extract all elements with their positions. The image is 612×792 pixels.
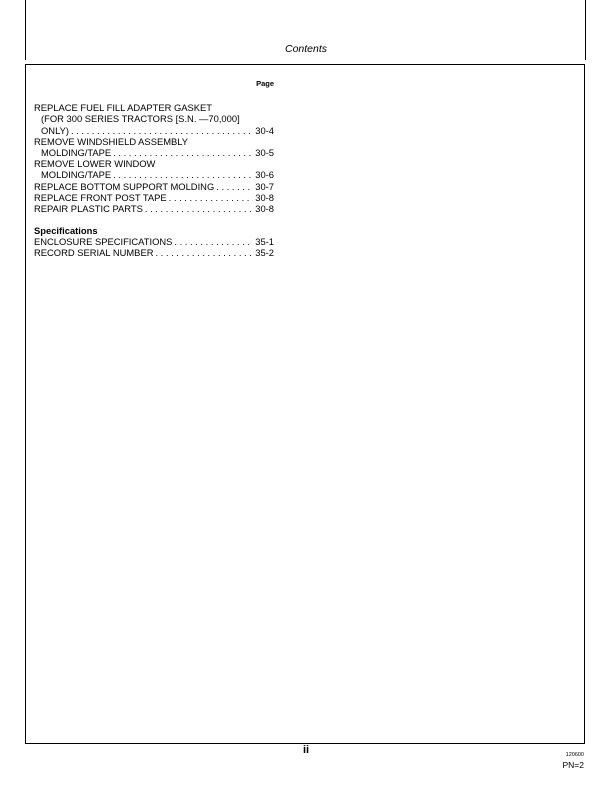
toc-entry	[34, 192, 274, 203]
toc-entry	[34, 236, 274, 247]
toc-entry-text: MOLDING/TAPE	[41, 146, 112, 158]
toc-entry	[34, 147, 274, 158]
toc-entry-text: ENCLOSURE SPECIFICATIONS	[34, 236, 173, 248]
toc-entry-text: ONLY)	[41, 124, 69, 136]
toc-page-number: 30-8	[255, 202, 274, 214]
footer-pn: PN=2	[562, 760, 584, 770]
toc-entry	[34, 169, 274, 180]
page-column-heading: Page	[256, 79, 274, 88]
toc-entry-text: MOLDING/TAPE	[41, 169, 112, 181]
toc-entry	[34, 181, 274, 192]
toc-entry	[34, 125, 274, 136]
dot-leader	[172, 236, 253, 247]
toc-page-number: 35-1	[255, 236, 274, 248]
toc-entry-text: RECORD SERIAL NUMBER	[34, 247, 154, 259]
dot-leader	[153, 247, 253, 258]
dot-leader	[111, 147, 253, 158]
section-heading-specifications: Specifications	[34, 225, 98, 237]
dot-leader	[214, 181, 253, 192]
toc-entry-text: REPLACE BOTTOM SUPPORT MOLDING	[34, 180, 215, 192]
toc-page-number: 30-5	[255, 146, 274, 158]
toc-page-number: 30-7	[255, 180, 274, 192]
dot-leader	[143, 203, 253, 214]
dot-leader	[111, 169, 253, 180]
table-of-contents	[34, 78, 274, 259]
toc-page-number: 30-4	[255, 124, 274, 136]
toc-entry-line: (FOR 300 SERIES TRACTORS [S.N. —70,000]	[41, 113, 240, 125]
toc-entry-line: REPLACE FUEL FILL ADAPTER GASKET	[34, 102, 213, 114]
toc-entry	[34, 247, 274, 258]
toc-entry-line: REMOVE WINDSHIELD ASSEMBLY	[34, 135, 189, 147]
section-spacer	[34, 214, 274, 225]
dot-leader	[167, 192, 254, 203]
dot-leader	[69, 125, 253, 136]
toc-entry-line: REMOVE LOWER WINDOW	[34, 158, 156, 170]
toc-page-number: 35-2	[255, 247, 274, 259]
page-header-title: Contents	[284, 43, 328, 55]
toc-page-number: 30-8	[255, 191, 274, 203]
footer-page-number: ii	[302, 744, 310, 756]
toc-entry-text: REPAIR PLASTIC PARTS	[34, 202, 143, 214]
footer-date-code: 120600	[565, 752, 584, 758]
toc-page-number: 30-6	[255, 169, 274, 181]
toc-entry-text: REPLACE FRONT POST TAPE	[34, 191, 167, 203]
toc-entry	[34, 203, 274, 214]
